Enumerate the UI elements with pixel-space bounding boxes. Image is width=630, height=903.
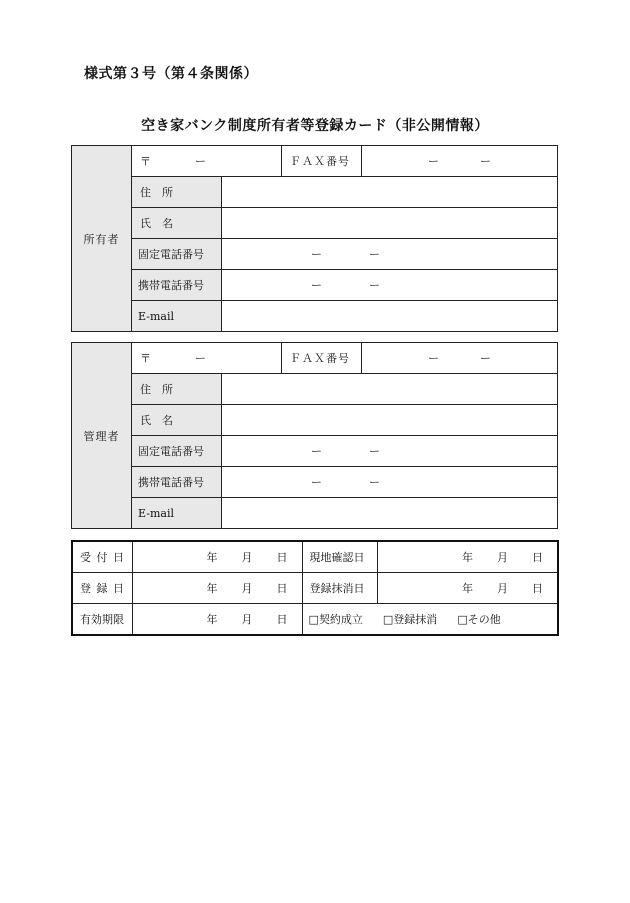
- cancelled-date-field[interactable]: [377, 573, 558, 604]
- postal-mark: 〒: [140, 155, 151, 168]
- day-unit: 日: [532, 551, 543, 564]
- expiry-date-label: 有効期限: [72, 604, 132, 636]
- owner-mobile-field[interactable]: [222, 270, 558, 301]
- postal-dash: ー: [195, 352, 206, 365]
- owner-landline-label: 固定電話番号: [132, 239, 222, 270]
- mobile-dash-1: ー: [311, 476, 322, 489]
- year-unit: 年: [206, 582, 218, 595]
- owner-table: [71, 145, 558, 332]
- mobile-dash-1: ー: [311, 279, 322, 292]
- fax-dash-1: ー: [428, 352, 439, 365]
- owner-mobile-label: 携帯電話番号: [132, 270, 222, 301]
- owner-email-label: E-mail: [132, 301, 222, 332]
- owner-address-field[interactable]: [222, 177, 558, 208]
- owner-name-label: 氏 名: [132, 208, 222, 239]
- registered-date-field[interactable]: [132, 573, 302, 604]
- year-unit: 年: [462, 582, 473, 595]
- landline-dash-1: ー: [311, 445, 322, 458]
- month-unit: 月: [241, 582, 253, 595]
- postal-mark: 〒: [140, 352, 151, 365]
- year-unit: 年: [206, 613, 218, 626]
- registration-table: [71, 540, 559, 636]
- day-unit: 日: [276, 613, 288, 626]
- registered-date-label: 登 録 日: [72, 573, 132, 604]
- status-contract-checkbox[interactable]: □契約成立: [308, 613, 363, 626]
- received-date-label: 受 付 日: [72, 541, 132, 573]
- fax-dash-1: ー: [428, 155, 439, 168]
- manager-address-label: 住 所: [132, 374, 222, 405]
- owner-group-label: 所有者: [72, 146, 132, 332]
- postal-dash: ー: [195, 155, 206, 168]
- manager-mobile-field[interactable]: [222, 467, 558, 498]
- page-title: 空き家バンク制度所有者等登録カード（非公開情報）: [141, 118, 489, 134]
- manager-address-field[interactable]: [222, 374, 558, 405]
- mobile-dash-2: ー: [369, 476, 380, 489]
- owner-fax-label: ＦＡＸ番号: [282, 146, 362, 177]
- manager-fax-field[interactable]: [362, 343, 558, 374]
- expiry-date-field[interactable]: [132, 604, 302, 636]
- manager-name-field[interactable]: [222, 405, 558, 436]
- landline-dash-2: ー: [369, 445, 380, 458]
- day-unit: 日: [276, 551, 288, 564]
- year-unit: 年: [462, 551, 473, 564]
- year-unit: 年: [206, 551, 218, 564]
- manager-postal-code-field[interactable]: [132, 343, 282, 374]
- owner-name-field[interactable]: [222, 208, 558, 239]
- owner-fax-field[interactable]: [362, 146, 558, 177]
- form-number: 様式第３号（第４条関係）: [84, 66, 258, 82]
- manager-table: [71, 342, 558, 529]
- owner-postal-code-field[interactable]: [132, 146, 282, 177]
- owner-address-label: 住 所: [132, 177, 222, 208]
- status-cancelled-checkbox[interactable]: □登録抹消: [382, 613, 438, 626]
- mobile-dash-2: ー: [369, 279, 380, 292]
- status-other-checkbox[interactable]: □その他: [457, 613, 501, 626]
- landline-dash-1: ー: [311, 248, 322, 261]
- received-date-field[interactable]: [132, 541, 302, 573]
- day-unit: 日: [276, 582, 288, 595]
- manager-fax-label: ＦＡＸ番号: [282, 343, 362, 374]
- manager-group-label: 管理者: [72, 343, 132, 529]
- month-unit: 月: [241, 613, 253, 626]
- landline-dash-2: ー: [369, 248, 380, 261]
- manager-email-field[interactable]: [222, 498, 558, 529]
- manager-name-label: 氏 名: [132, 405, 222, 436]
- manager-mobile-label: 携帯電話番号: [132, 467, 222, 498]
- status-options: [302, 604, 558, 636]
- site-check-date-field[interactable]: [377, 541, 558, 573]
- manager-landline-label: 固定電話番号: [132, 436, 222, 467]
- month-unit: 月: [241, 551, 253, 564]
- owner-landline-field[interactable]: [222, 239, 558, 270]
- fax-dash-2: ー: [480, 352, 491, 365]
- fax-dash-2: ー: [480, 155, 491, 168]
- site-check-date-label: 現地確認日: [302, 541, 377, 573]
- month-unit: 月: [497, 551, 508, 564]
- manager-landline-field[interactable]: [222, 436, 558, 467]
- day-unit: 日: [532, 582, 543, 595]
- month-unit: 月: [497, 582, 508, 595]
- manager-email-label: E-mail: [132, 498, 222, 529]
- cancelled-date-label: 登録抹消日: [302, 573, 377, 604]
- owner-email-field[interactable]: [222, 301, 558, 332]
